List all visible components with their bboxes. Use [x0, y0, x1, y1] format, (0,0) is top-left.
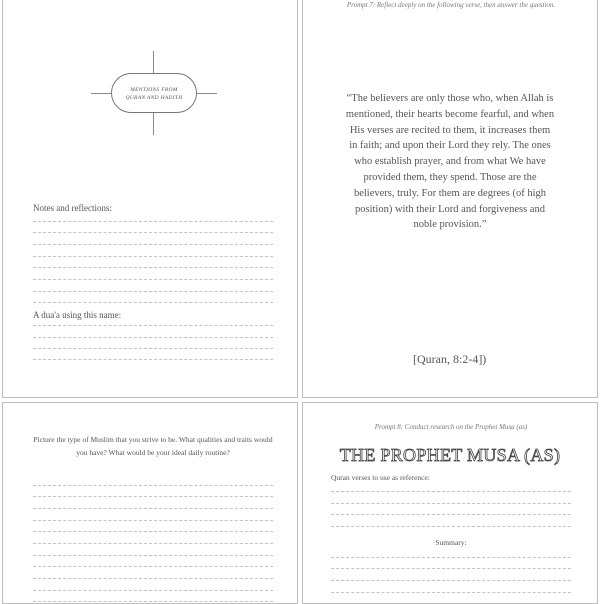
dua-line[interactable] — [33, 359, 273, 360]
notes-line[interactable] — [33, 291, 273, 292]
notes-line[interactable] — [33, 232, 273, 233]
badge-right-stem — [197, 93, 217, 94]
badge-oval — [111, 73, 197, 113]
answer-line[interactable] — [33, 578, 273, 579]
journal-page-prompt-7 — [302, 0, 598, 398]
answer-line[interactable] — [33, 508, 273, 509]
verse-quote: “The believers are only those who, when Allah is mentioned, their hearts become fearful, and when His verses are recited to them, it increases them in faith; and upon their Lord they rely. The ones who establish prayer, and from what We have provided them, they spend. Those are the believers, truly. For them are degrees (of high position) with their Lord and forgiveness and noble provision.” — [345, 93, 555, 231]
answer-line[interactable] — [33, 543, 273, 544]
answer-line[interactable] — [33, 590, 273, 591]
answer-line[interactable] — [33, 496, 273, 497]
notes-line[interactable] — [33, 267, 273, 268]
notes-label: Notes and reflections: — [33, 203, 112, 213]
dua-line[interactable] — [33, 337, 273, 338]
verse-reference: [Quran, 8:2-4]) — [413, 352, 487, 366]
name-badge — [91, 51, 217, 135]
verses-line[interactable] — [331, 503, 571, 504]
summary-line[interactable] — [331, 592, 571, 593]
verses-line[interactable] — [331, 491, 571, 492]
summary-line[interactable] — [331, 568, 571, 569]
summary-line[interactable] — [331, 580, 571, 581]
answer-line[interactable] — [33, 485, 273, 486]
prompt-header: Prompt 8: Conduct research on the Prophet Musa (as) — [374, 423, 528, 431]
summary-line[interactable] — [331, 557, 571, 558]
answer-line[interactable] — [33, 566, 273, 567]
prompt-header: Prompt 7: Reflect deeply on the following verse, then answer the question. — [346, 1, 556, 9]
page-title: THE PROPHET MUSA (AS) — [339, 445, 561, 465]
badge-top-stem — [153, 51, 154, 73]
badge-line-1: MENTIONS FROM — [130, 87, 178, 93]
journal-page-names — [2, 0, 298, 398]
summary-label: Summary: — [435, 538, 467, 547]
journal-page-prompt-8 — [302, 402, 598, 604]
answer-line[interactable] — [33, 555, 273, 556]
notes-line[interactable] — [33, 279, 273, 280]
verses-line[interactable] — [331, 514, 571, 515]
verses-label: Quran verses to use as reference: — [331, 473, 430, 482]
answer-line[interactable] — [33, 520, 273, 521]
answer-line[interactable] — [33, 601, 273, 602]
badge-line-2: QURAN AND HADITH — [125, 95, 183, 101]
reflection-question: Picture the type of Muslim that you strive to be. What qualities and traits would you have? What would be your ideal daily routine? — [33, 435, 273, 457]
notes-line[interactable] — [33, 302, 273, 303]
answer-line[interactable] — [33, 531, 273, 532]
notes-line[interactable] — [33, 244, 273, 245]
dua-line[interactable] — [33, 348, 273, 349]
dua-label: A dua'a using this name: — [33, 310, 122, 320]
journal-page-ideal-muslim — [2, 402, 298, 604]
badge-left-stem — [91, 93, 111, 94]
notes-line[interactable] — [33, 221, 273, 222]
badge-bottom-stem — [153, 113, 154, 135]
verses-line[interactable] — [331, 526, 571, 527]
dua-line[interactable] — [33, 325, 273, 326]
notes-line[interactable] — [33, 256, 273, 257]
